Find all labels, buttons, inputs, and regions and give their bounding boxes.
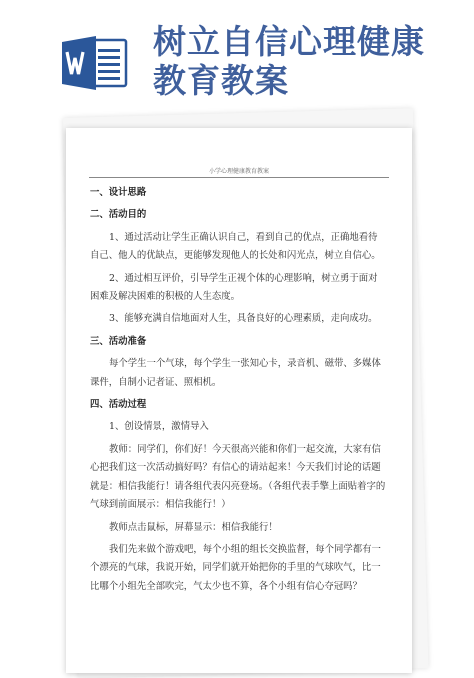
section-heading: 二、活动目的 bbox=[90, 209, 147, 221]
title-line-2: 教育教案 bbox=[153, 61, 289, 100]
section-heading: 三、活动准备 bbox=[90, 335, 147, 347]
section-heading: 四、活动过程 bbox=[90, 399, 147, 411]
paragraph: 每个学生一个气球，每个学生一张知心卡，录音机、磁带、多媒体课件，自制小记者证、照相机。 bbox=[90, 358, 381, 388]
paragraph: 2、通过相互评价，引导学生正视个体的心理影响，树立勇于面对困难及解决困难的积极的人生态度。 bbox=[90, 272, 378, 303]
cover-header bbox=[0, 0, 474, 112]
paragraph: 我们先来做个游戏吧，每个小组的组长交换监督，每个同学都有一个漂亮的气球，我说开始，同学们就开始把你的手里的气球吹气，比一比哪个小组先全部吹完，气太少也不算，各个小组有信心夺冠吗？ bbox=[90, 543, 381, 592]
paragraph: 教师点击鼠标，屏幕显示：相信我能行！ bbox=[109, 521, 278, 533]
paragraph: 1、创设情景，激情导入 bbox=[109, 421, 209, 433]
document-title bbox=[153, 22, 425, 100]
paragraph: 教师：同学们，你们好！今天很高兴能和你们一起交流，大家有信心把我们这一次活动搞好吗？有信心的请站起来！今天我们讨论的话题就是：相信我能行！请各组代表闪亮登场。（各组代表手擎上面贴着字的气球到前面展示：相信我能行！） bbox=[90, 443, 386, 511]
paragraph: 1、通过活动让学生正确认识自己，看到自己的优点，正确地看待自己、他人的优缺点，更能够发现他人的长处和闪光点，树立自信心。 bbox=[90, 231, 381, 262]
title-line-1: 树立自信心理健康 bbox=[153, 22, 425, 61]
document-page bbox=[66, 128, 412, 673]
microsoft-word-icon bbox=[60, 36, 130, 90]
document-body bbox=[90, 184, 386, 600]
running-header: 小学心理健康教育教案 bbox=[208, 168, 269, 175]
header-rule bbox=[89, 177, 389, 178]
section-heading: 一、设计思路 bbox=[90, 187, 147, 198]
paragraph: 3、能够充满自信地面对人生，具备良好的心理素质，走向成功。 bbox=[109, 313, 378, 325]
